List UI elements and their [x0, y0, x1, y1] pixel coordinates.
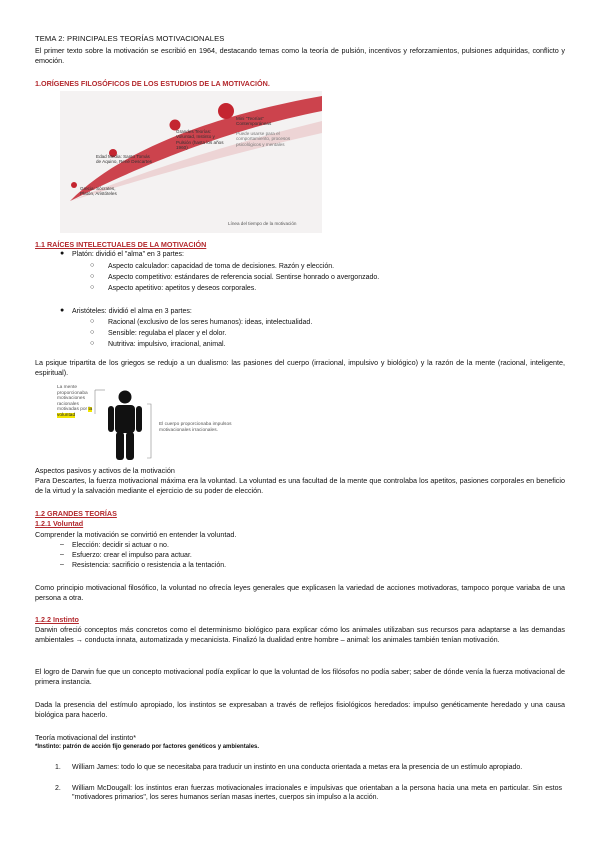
timeline-point-4 [218, 103, 234, 119]
circle-bullet-icon: ○ [90, 318, 95, 325]
platon-sub-1: Aspecto calculador: capacidad de toma de decisiones. Razón y elección. [108, 263, 335, 270]
voluntad-paragraph: Como principio motivacional filosófico, la voluntad no ofrecía leyes generales que explicasen la variedad de acciones motivadoras, tampoco porque variaba de una persona a otra. [35, 583, 565, 602]
instinto-paragraph-3: Dada la presencia del estímulo apropiado, los instintos se expresaban a través de reflejos fisiológicos heredados: impulso genéticamente heredado y una causa biológica para hacerlo. [35, 700, 565, 719]
bullet-icon: ● [60, 307, 65, 314]
mind-label: La mente proporcionaba motivaciones racionales motivadas por la voluntad [57, 385, 93, 418]
instinto-paragraph-2: El logro de Darwin fue que un concepto motivacional podía explicar lo que la voluntad de los filósofos no podía saber; saber de dónde venía la fuerza motivacional de primera instancia. [35, 667, 565, 686]
circle-bullet-icon: ○ [90, 273, 95, 280]
aristoteles-sub-1: Racional (exclusivo de los seres humanos): ideas, intelectualidad. [108, 319, 313, 326]
platon-sub-3: Aspecto apetitivo: apetitos y deseos corporales. [108, 285, 257, 292]
timeline-label-1: Grecia: Sócrates, Platón, Aristóteles [80, 186, 117, 197]
dash-bullet-icon: – [60, 561, 64, 568]
platon-sub-2: Aspecto competitivo: estándares de referencia social. Sentirse honrado o avergonzado. [108, 274, 380, 281]
timeline-point-1 [71, 182, 77, 188]
voluntad-item-3: Resistencia: sacrificio o resistencia a la tentación. [72, 562, 227, 569]
voluntad-intro: Comprender la motivación se convirtió en entender la voluntad. [35, 530, 237, 539]
psique-paragraph: La psique tripartita de los griegos se redujo a un dualismo: las pasiones del cuerpo (irracional, impulsivo y biológico) y la razón de la mente (racional, inteligente, espiritual). [35, 358, 565, 377]
voluntad-highlight: la voluntad [57, 407, 93, 418]
section11-heading: 1.1 RAÍCES INTELECTUALES DE LA MOTIVACIÓN [35, 240, 207, 249]
voluntad-item-2: Esfuerzo: crear el impulso para actuar. [72, 552, 192, 559]
bullet-icon: ● [60, 250, 65, 257]
voluntad-subheading: 1.2.1 Voluntad [35, 519, 84, 528]
timeline-label-4: Mini "Teorías" Contemporáneas [236, 116, 272, 127]
body-label: El cuerpo proporcionaba impulsos motivacionales irracionales. [159, 422, 232, 433]
timeline-figure [60, 91, 322, 233]
intro-paragraph: El primer texto sobre la motivación se escribió en 1964, destacando temas como la teoría de pulsión, incentivos y reforzamientos, pulsiones adquiridas, conflicto y emoción. [35, 46, 565, 65]
timeline-note: Puede usarse para el comportamiento, procesos psicológicos y mentales [236, 131, 291, 147]
aristoteles-sub-3: Nutritiva: impulsivo, irracional, animal. [108, 341, 226, 348]
timeline-label-2: Edad Media: Santo Tomás de Aquino, René Descartes [96, 154, 152, 165]
instinto-paragraph-1: Darwin ofreció conceptos más concretos como el determinismo biológico para explicar cómo los animales utilizaban sus recursos para adaptarse a las demandas ambientales → conducta innata, automatizada y mecanicista. Finalizó la dualidad entre hombre – animal: los animales también tenían motivación. [35, 625, 565, 644]
teoria-title: Teoría motivacional del instinto* [35, 733, 137, 742]
mind-body-figure [55, 382, 237, 462]
aristoteles-sub-2: Sensible: regulaba el placer y el dolor. [108, 330, 227, 337]
timeline-caption: Línea del tiempo de la motivación [228, 221, 297, 226]
voluntad-item-1: Elección: decidir si actuar o no. [72, 542, 169, 549]
list-item-james: William James: todo lo que se necesitaba para traducir un instinto en una conducta orientada a metas era la presencia de un estímulo apropiado. [72, 764, 523, 771]
page-title: TEMA 2: PRINCIPALES TEORÍAS MOTIVACIONALES [35, 34, 225, 43]
dash-bullet-icon: – [60, 551, 64, 558]
list-item-mcdougall: William McDougall: los instintos eran fuerzas motivacionales irracionales e impulsivas que orientaban a la persona hacia una meta en particular. Sin estos "motivadores primarios", los seres humanos serían masas inertes, cuerpos sin impulso a la acción. [72, 785, 562, 801]
section12-heading: 1.2 GRANDES TEORÍAS [35, 509, 117, 518]
instinto-subheading: 1.2.2 Instinto [35, 615, 79, 624]
platon-item: Platón: dividió el "alma" en 3 partes: [72, 251, 184, 258]
dash-bullet-icon: – [60, 541, 64, 548]
timeline-label-3: Grandes Teorías: Voluntad, Instinto y Pulsión (hasta los años 1960) [176, 129, 224, 151]
list-number: 2. [55, 785, 61, 792]
circle-bullet-icon: ○ [90, 329, 95, 336]
aspectos-title: Aspectos pasivos y activos de la motivación [35, 466, 175, 475]
section1-heading: 1.ORÍGENES FILOSÓFICOS DE LOS ESTUDIOS DE LA MOTIVACIÓN. [35, 79, 270, 88]
aspectos-paragraph: Para Descartes, la fuerza motivacional máxima era la voluntad. La voluntad es una facultad de la mente que controlaba los apetitos, pasiones corporales en beneficio de la virtud y la salvación mediante el ejercicio de su poder de elección. [35, 476, 565, 495]
teoria-note: *Instinto: patrón de acción fijo generado por factores genéticos y ambientales. [35, 744, 260, 750]
circle-bullet-icon: ○ [90, 262, 95, 269]
circle-bullet-icon: ○ [90, 284, 95, 291]
aristoteles-item: Aristóteles: dividió el alma en 3 partes: [72, 308, 192, 315]
list-number: 1. [55, 764, 61, 771]
circle-bullet-icon: ○ [90, 340, 95, 347]
